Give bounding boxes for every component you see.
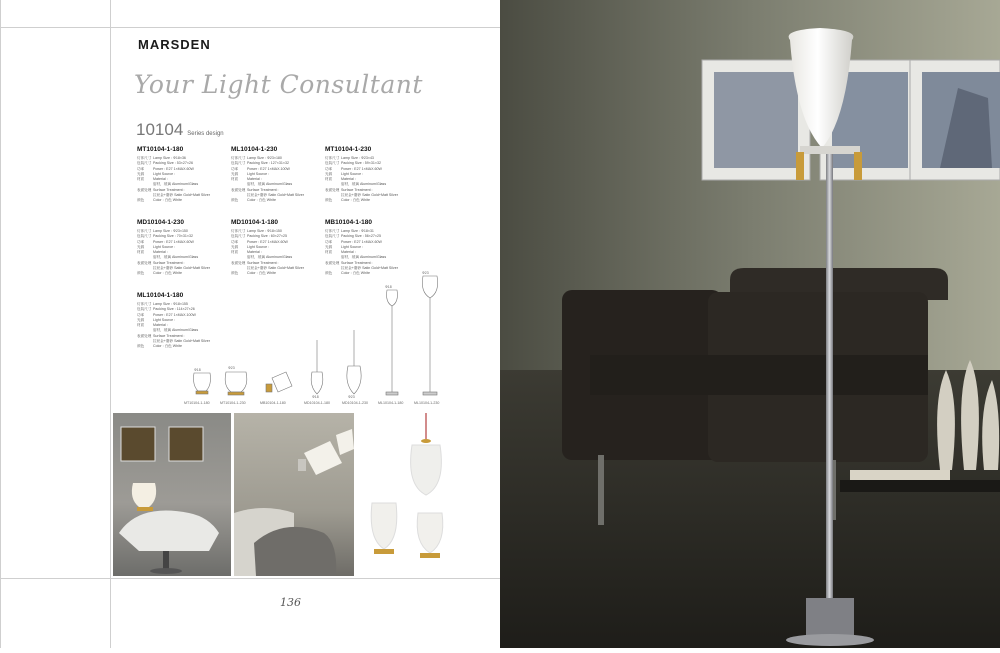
lamp-gold-bracket <box>796 152 804 180</box>
table-lamp-photo <box>132 483 156 507</box>
drawing-caption: MD10104-1-180 <box>304 401 330 405</box>
spec-key: 包装尺寸 <box>137 161 152 166</box>
table-lamp-photo <box>371 503 397 549</box>
spec-value: 厨材，玻璃 Aluminum/Glass <box>247 255 293 260</box>
spec-model: MD10104-1-230 <box>137 219 184 226</box>
wall-lamp-photo <box>304 441 342 475</box>
spec-key: 表面处理 <box>231 260 246 265</box>
series-heading <box>136 120 224 140</box>
page-edge-line <box>0 0 1 648</box>
product-photo-lamps <box>358 413 468 576</box>
spec-row <box>325 198 420 203</box>
spec-key: 灯体尺寸 <box>325 229 340 233</box>
spec-key: 表面处理 <box>137 333 152 338</box>
spec-value: 拉丝金+磨砂 Satin Gold+Matt Silver <box>153 266 210 271</box>
spec-key: 颜色 <box>137 198 145 203</box>
spec-block <box>325 219 420 277</box>
drawing-caption: MB10104-1-180 <box>260 401 286 405</box>
spec-block <box>231 146 326 204</box>
room-photo-wall-lamp <box>234 413 354 576</box>
spec-value: Lamp Size : Φ18×36 <box>153 156 186 160</box>
spec-key: 包装尺寸 <box>137 234 152 239</box>
spec-key: 颜色 <box>137 344 145 349</box>
spec-key: 光源 <box>325 244 333 249</box>
series-label: Series design <box>187 131 224 137</box>
interior-floor-lamp-photo <box>500 0 1000 648</box>
spec-key: 功率 <box>325 166 333 171</box>
spec-value: Color : 白色 White <box>153 344 182 349</box>
spec-key: 材质 <box>231 177 239 182</box>
spec-key: 功率 <box>231 239 239 244</box>
spec-value: 拉丝金+磨砂 Satin Gold+Matt Silver <box>247 266 304 271</box>
spec-value: Lamp Size : Φ18×150 <box>247 229 282 233</box>
spec-key: 颜色 <box>231 198 239 203</box>
spec-key: 光源 <box>231 171 239 176</box>
spec-value: Packing Size : 70×31×32 <box>153 234 193 239</box>
spec-key: 光源 <box>325 171 333 176</box>
spec-value: Surface Treatment : <box>247 187 279 192</box>
spec-model: MB10104-1-180 <box>325 219 372 226</box>
spec-value: Surface Treatment : <box>153 260 185 265</box>
lamp-base-drawing <box>196 391 208 394</box>
spec-key: 颜色 <box>325 271 333 276</box>
spec-value: Material : <box>153 177 168 182</box>
spec-key: 表面处理 <box>325 260 340 265</box>
spec-row <box>325 271 420 276</box>
lamp-base <box>806 598 854 636</box>
catalog-left-page <box>0 0 500 648</box>
spec-key: 功率 <box>137 312 145 317</box>
spec-value: Light Source : <box>153 317 176 322</box>
spec-value: Color : 白色 White <box>247 198 276 203</box>
book-stack <box>850 470 950 480</box>
spec-key: 表面处理 <box>137 187 152 192</box>
spec-key: 材质 <box>137 177 145 182</box>
margin-line <box>110 0 111 648</box>
pendant-lamp-large-drawing <box>347 366 361 394</box>
drawing-caption: MD10104-1-230 <box>342 401 368 405</box>
spec-block <box>231 219 326 277</box>
spec-model: ML10104-1-230 <box>231 146 278 153</box>
spec-value: Packing Size : 127×31×32 <box>247 161 289 166</box>
spec-key: 包装尺寸 <box>231 234 246 239</box>
lamp-pole <box>826 150 833 600</box>
table-lamp-photo <box>417 513 443 553</box>
floor-lamp-large-shade-drawing <box>422 276 437 298</box>
spec-value: Material : <box>247 177 262 182</box>
spec-value: Power : E27 1×MAX.100W <box>247 166 290 171</box>
lamp-gold-bracket <box>854 152 862 180</box>
spec-value: Color : 白色 White <box>341 271 370 276</box>
spec-key: 功率 <box>325 239 333 244</box>
diameter-label: Φ23 <box>228 366 235 370</box>
spec-key: 材质 <box>325 177 333 182</box>
spec-key: 灯体尺寸 <box>137 156 152 160</box>
spec-block <box>325 146 420 204</box>
spec-value: Packing Size : 114×27×26 <box>153 307 195 312</box>
framed-pictures <box>702 60 1000 180</box>
spec-value: 拉丝金+磨砂 Satin Gold+Matt Silver <box>153 193 210 198</box>
spec-value: 厨材，玻璃 Aluminum/Glass <box>341 182 387 187</box>
diameter-label: Φ23 <box>422 271 429 275</box>
spec-key: 表面处理 <box>325 187 340 192</box>
spec-value: Color : 白色 White <box>341 198 370 203</box>
spec-key: 包装尺寸 <box>137 307 152 312</box>
spec-key: 包装尺寸 <box>325 234 340 239</box>
spec-value: Power : E27 1×MAX.60W <box>153 239 194 244</box>
pendant-lamp-photo <box>411 445 442 495</box>
spec-value: Color : 白色 White <box>153 271 182 276</box>
spec-key: 包装尺寸 <box>325 161 340 166</box>
spec-row <box>137 271 232 276</box>
spec-key: 灯体尺寸 <box>231 156 246 160</box>
floor-lamp-small-shade-drawing <box>387 290 398 306</box>
table-lamp-large-drawing <box>225 372 247 392</box>
catalog-right-page-photo <box>500 0 1000 648</box>
spec-value: Power : E27 1×MAX.100W <box>153 312 196 317</box>
spec-value: Packing Size : 53×27×26 <box>153 161 193 166</box>
spec-key: 表面处理 <box>231 187 246 192</box>
spec-key: 材质 <box>137 323 145 328</box>
diameter-label: Φ18 <box>385 285 392 289</box>
spec-value: Lamp Size : Φ18×31 <box>341 229 374 233</box>
spec-key: 颜色 <box>325 198 333 203</box>
spec-key: 功率 <box>137 239 145 244</box>
table-lamp-small-drawing <box>194 373 211 391</box>
drawing-caption: MT10104-1-230 <box>220 401 246 405</box>
tagline: Your Light Consultant <box>134 70 423 99</box>
spec-key: 功率 <box>137 166 145 171</box>
spec-value: 厨材，玻璃 Aluminum/Glass <box>153 328 199 333</box>
spec-key: 灯体尺寸 <box>137 229 152 233</box>
spec-value: Power : E27 1×MAX.60W <box>341 239 382 244</box>
spec-model: MT10104-1-230 <box>325 146 372 153</box>
page-number: 136 <box>280 596 301 609</box>
top-rule <box>0 27 500 28</box>
spec-value: Lamp Size : Φ23×43 <box>341 156 374 160</box>
spec-value: 拉丝金+磨砂 Satin Gold+Matt Silver <box>247 193 304 198</box>
room-photo-illustration <box>113 413 231 576</box>
spec-key: 包装尺寸 <box>231 161 246 166</box>
pendant-lamp-small-drawing <box>311 372 323 394</box>
spec-value: 厨材，玻璃 Aluminum/Glass <box>341 255 387 260</box>
spec-key: 颜色 <box>231 271 239 276</box>
spec-value: Lamp Size : Φ23×180 <box>247 156 282 160</box>
spec-key: 灯体尺寸 <box>325 156 340 160</box>
drawing-caption: ML10104-1-180 <box>378 401 404 405</box>
spec-key: 表面处理 <box>137 260 152 265</box>
spec-value: Surface Treatment : <box>153 333 185 338</box>
spec-value: Surface Treatment : <box>341 260 373 265</box>
spec-value: Material : <box>341 177 356 182</box>
series-number: 10104 <box>136 120 184 139</box>
bottom-rule <box>0 578 500 579</box>
spec-value: 厨材，玻璃 Aluminum/Glass <box>247 182 293 187</box>
spec-key: 材质 <box>137 250 145 255</box>
spec-value: Color : 白色 White <box>247 271 276 276</box>
spec-value: Surface Treatment : <box>153 187 185 192</box>
spec-value: Light Source : <box>153 244 176 249</box>
drawing-caption: MT10104-1-180 <box>184 401 210 405</box>
spec-value: 厨材，玻璃 Aluminum/Glass <box>153 182 199 187</box>
spec-key: 光源 <box>231 244 239 249</box>
spec-value: Packing Size : 56×27×25 <box>341 234 381 239</box>
spec-value: 拉丝金+磨砂 Satin Gold+Matt Silver <box>341 193 398 198</box>
spec-value: 厨材，玻璃 Aluminum/Glass <box>153 255 199 260</box>
spec-value: Light Source : <box>341 244 364 249</box>
spec-key: 材质 <box>231 250 239 255</box>
spec-value: Material : <box>153 250 168 255</box>
spec-value: Material : <box>247 250 262 255</box>
spec-key: 灯体尺寸 <box>231 229 246 233</box>
spec-block <box>137 219 232 277</box>
spec-key: 灯体尺寸 <box>137 302 152 306</box>
spec-row <box>231 271 326 276</box>
spec-value: Material : <box>341 250 356 255</box>
spec-value: 拉丝金+磨砂 Satin Gold+Matt Silver <box>153 339 210 344</box>
spec-value: Lamp Size : Φ18×155 <box>153 302 188 306</box>
spec-model: ML10104-1-180 <box>137 292 184 299</box>
spec-block <box>137 146 232 204</box>
spec-value: Packing Size : 59×31×32 <box>341 161 381 166</box>
diameter-label: Φ23 <box>348 395 355 399</box>
spec-key: 光源 <box>137 171 145 176</box>
spec-row <box>137 198 232 203</box>
wall-lamp-drawing <box>272 372 292 392</box>
spec-row <box>231 198 326 203</box>
spec-key: 光源 <box>137 244 145 249</box>
spec-value: Packing Size : 60×27×25 <box>247 234 287 239</box>
side-table <box>840 480 1000 492</box>
spec-key: 材质 <box>325 250 333 255</box>
room-photo-table-lamp <box>113 413 231 576</box>
diameter-label: Φ18 <box>312 395 319 399</box>
spec-model: MD10104-1-180 <box>231 219 278 226</box>
spec-value: Light Source : <box>153 171 176 176</box>
spec-value: 拉丝金+磨砂 Satin Gold+Matt Silver <box>341 266 398 271</box>
spec-value: Material : <box>153 323 168 328</box>
brand-logo: MARSDEN <box>138 37 211 52</box>
spec-key: 颜色 <box>137 271 145 276</box>
spec-value: Color : 白色 White <box>153 198 182 203</box>
spec-value: Light Source : <box>247 171 270 176</box>
spec-value: Surface Treatment : <box>341 187 373 192</box>
spec-value: Surface Treatment : <box>247 260 279 265</box>
drawing-caption: ML10104-1-230 <box>414 401 440 405</box>
spec-value: Power : E27 1×MAX.60W <box>153 166 194 171</box>
spec-value: Lamp Size : Φ23×150 <box>153 229 188 233</box>
spec-value: Power : E27 1×MAX.60W <box>341 166 382 171</box>
diameter-label: Φ18 <box>194 368 201 372</box>
spec-model: MT10104-1-180 <box>137 146 184 153</box>
spec-value: Light Source : <box>247 244 270 249</box>
spec-key: 光源 <box>137 317 145 322</box>
spec-value: Light Source : <box>341 171 364 176</box>
spec-key: 功率 <box>231 166 239 171</box>
spec-value: Power : E27 1×MAX.60W <box>247 239 288 244</box>
